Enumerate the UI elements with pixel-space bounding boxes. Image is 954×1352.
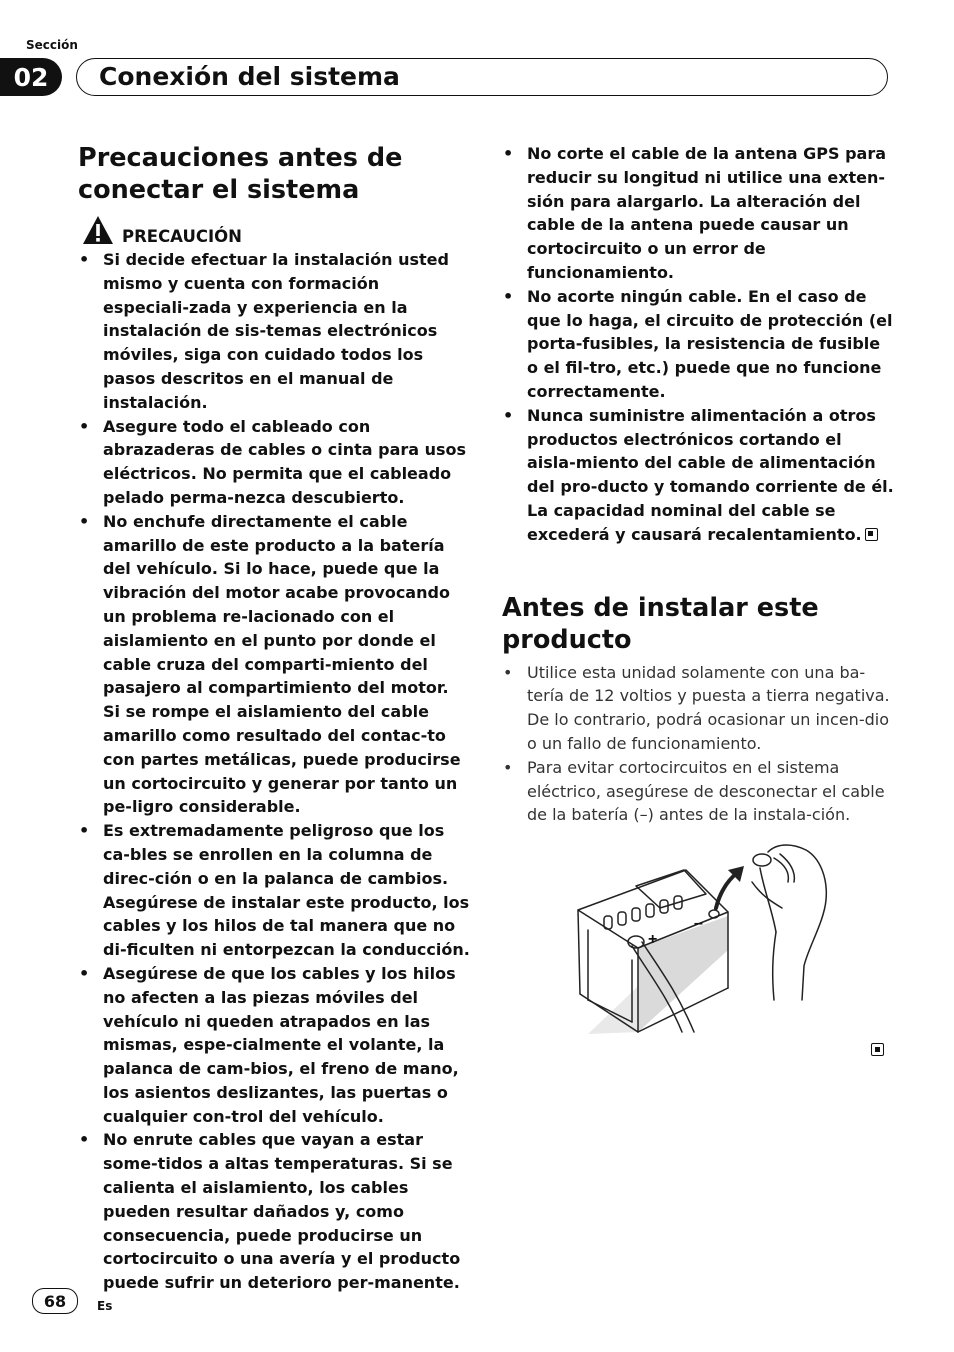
list-item: • Para evitar cortocircuitos en el sistema eléctrico, asegúrese de desconectar el cable de la batería (–) antes de la instala-ción.: [502, 756, 894, 827]
install-heading-line1: Antes de instalar este: [502, 592, 819, 623]
end-of-section-icon: [871, 1043, 884, 1056]
section-title-bar: [76, 58, 888, 96]
end-of-section-icon: [865, 528, 878, 541]
precautions-heading-line2: conectar el sistema: [78, 175, 360, 205]
list-item: • No enrute cables que vayan a estar some-tidos a altas temperaturas. Si se calienta el aislamiento, los cables pueden resultar dañados y, como consecuencia, puede producirse un cortocircuito o una avería y el producto puede sufrir un deterioro per-manente.: [78, 1128, 470, 1295]
language-label: Es: [97, 1299, 113, 1313]
list-item: • No enchufe directamente el cable amarillo de este producto a la batería del vehículo. Si lo hace, puede que la vibración del motor acabe provocando un problema re-lacionado con el aislamiento en el punto por donde el cable cruza del comparti-miento del pasajero al compartimiento del motor. Si se rompe el aislamiento del cable amarillo como resultado del contac-to con partes metálicas, puede producirse un cortocircuito y generar por tanto un pe-ligro considerable.: [78, 510, 470, 819]
arrow-up-icon: [716, 866, 744, 908]
list-item-last: [502, 404, 894, 547]
section-title: Conexión del sistema: [99, 62, 400, 91]
list-item: • No acorte ningún cable. En el caso de que lo haga, el circuito de protección (el porta-fusibles, la resistencia de fusible o el fil-tro, etc.) puede que no funcione correctamente.: [502, 285, 894, 404]
left-column: [78, 142, 470, 1295]
caution-block: [78, 212, 470, 248]
battery-disconnect-illustration: [576, 838, 838, 1038]
minus-sign: –: [694, 915, 703, 932]
precautions-heading-line1: Precauciones antes de: [78, 143, 403, 173]
hand-icon: [752, 845, 826, 1000]
section-label: Sección: [26, 38, 78, 52]
list-item: • Asegúrese de que los cables y los hilos no afecten a las piezas móviles del vehículo ni queden atrapados en las mismas, espe-cialmente el volante, la palanca de cam-bios, el freno de mano, los asientos deslizantes, las puertas o cualquier con-trol del vehículo.: [78, 962, 470, 1129]
precautions-list-continued: [502, 142, 894, 547]
list-item: • Asegure todo el cableado con abrazaderas de cables o cinta para usos eléctricos. No permita que el cableado pelado perma-nezca descubierto.: [78, 415, 470, 510]
list-item: • Es extremadamente peligroso que los ca-bles se enrollen en la columna de direc-ción o en la palanca de cambios. Asegúrese de instalar este producto, los cables y los hilos de tal manera que no di-ficulten ni entorpezcan la conducción.: [78, 819, 470, 962]
warning-triangle-icon: [82, 214, 114, 246]
list-item: • Utilice esta unidad solamente con una ba-tería de 12 voltios y puesta a tierra negativa. De lo contrario, podrá ocasionar un incen-dio o un fallo de funcionamiento.: [502, 661, 894, 756]
battery-icon: [578, 870, 728, 1034]
plus-sign: +: [648, 931, 658, 948]
precautions-heading: [78, 142, 470, 206]
right-column: [502, 142, 894, 827]
page-number: 68: [32, 1288, 78, 1314]
install-heading: [502, 592, 894, 656]
section-number-tab: 02: [0, 58, 62, 96]
install-list: [502, 661, 894, 828]
install-heading-line2: producto: [502, 624, 632, 655]
list-item-text: Nunca suministre alimentación a otros productos electrónicos cortando el aisla-miento del cable de alimentación del pro-ducto y tomando corriente de él. La capacidad nominal del cable se excederá y causará recalentamiento.: [527, 405, 894, 544]
precautions-list: [78, 248, 470, 1295]
caution-label: PRECAUCIÓN: [122, 227, 242, 246]
list-item: • Si decide efectuar la instalación usted mismo y cuenta con formación especiali-zada y experiencia en la instalación de sis-temas electrónicos móviles, siga con cuidado todos los pasos descritos en el manual de instalación.: [78, 248, 470, 415]
list-item: • No corte el cable de la antena GPS para reducir su longitud ni utilice una exten-sión para alargarlo. La alteración del cable de la antena puede causar un cortocircuito o un error de funcionamiento.: [502, 142, 894, 285]
